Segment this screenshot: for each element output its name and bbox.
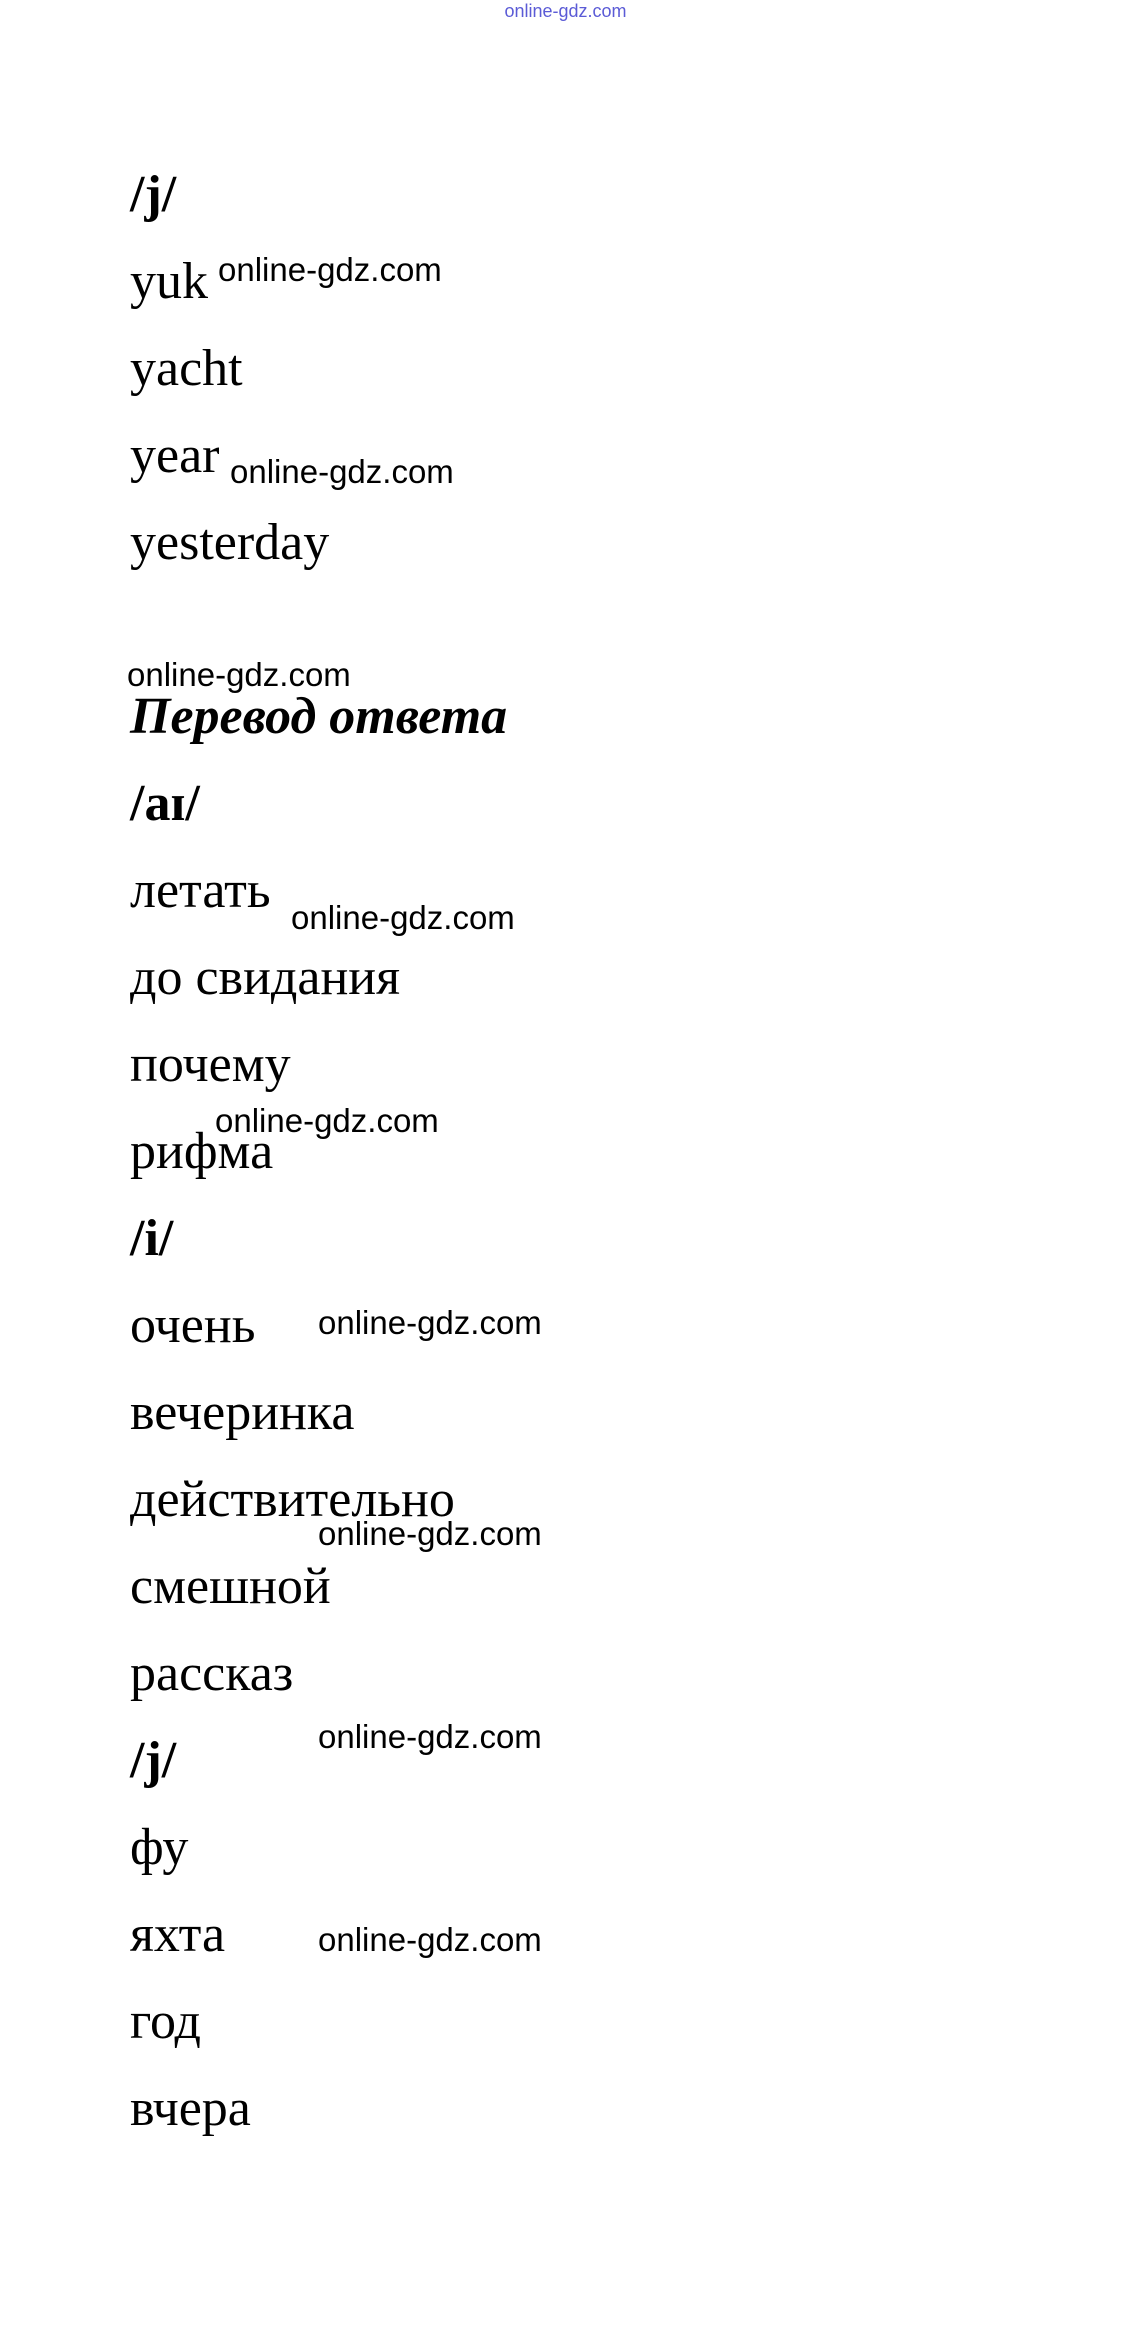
word-deystvitelno: действительно <box>130 1471 455 1528</box>
word-rasskaz: рассказ <box>130 1645 294 1702</box>
word-yuk: yuk <box>130 253 208 310</box>
watermark-text: online-gdz.com <box>218 251 442 288</box>
word-letat: летать <box>130 862 271 919</box>
word-ochen: очень <box>130 1297 256 1354</box>
word-pochemu: почему <box>130 1036 291 1093</box>
watermark-text: online-gdz.com <box>318 1718 542 1755</box>
watermark-text: online-gdz.com <box>127 656 351 693</box>
translation-title: Перевод ответа <box>130 688 508 745</box>
word-fu: фу <box>130 1819 189 1876</box>
word-god: год <box>130 1993 201 2050</box>
word-yakhta: яхта <box>130 1906 226 1963</box>
word-year: year <box>130 427 220 484</box>
top-watermark: online-gdz.com <box>504 1 627 21</box>
heading-j-english: /j/ <box>130 166 177 223</box>
watermark-text: online-gdz.com <box>318 1515 542 1552</box>
heading-ai: /aɪ/ <box>130 775 200 832</box>
watermark-text: online-gdz.com <box>215 1102 439 1139</box>
watermark-text: online-gdz.com <box>318 1921 542 1958</box>
watermark-text: online-gdz.com <box>318 1304 542 1341</box>
word-vchera: вчера <box>130 2080 251 2137</box>
word-smeshnoy: смешной <box>130 1558 331 1615</box>
word-do-svidaniya: до свидания <box>130 949 401 1006</box>
word-vecherinka: вечеринка <box>130 1384 355 1441</box>
word-yesterday: yesterday <box>130 514 330 571</box>
watermark-text: online-gdz.com <box>230 453 454 490</box>
heading-j-russian: /j/ <box>130 1732 177 1789</box>
word-yacht: yacht <box>130 340 243 397</box>
heading-i: /i/ <box>130 1210 174 1267</box>
word-rifma: рифма <box>130 1123 274 1180</box>
watermark-text: online-gdz.com <box>291 899 515 936</box>
